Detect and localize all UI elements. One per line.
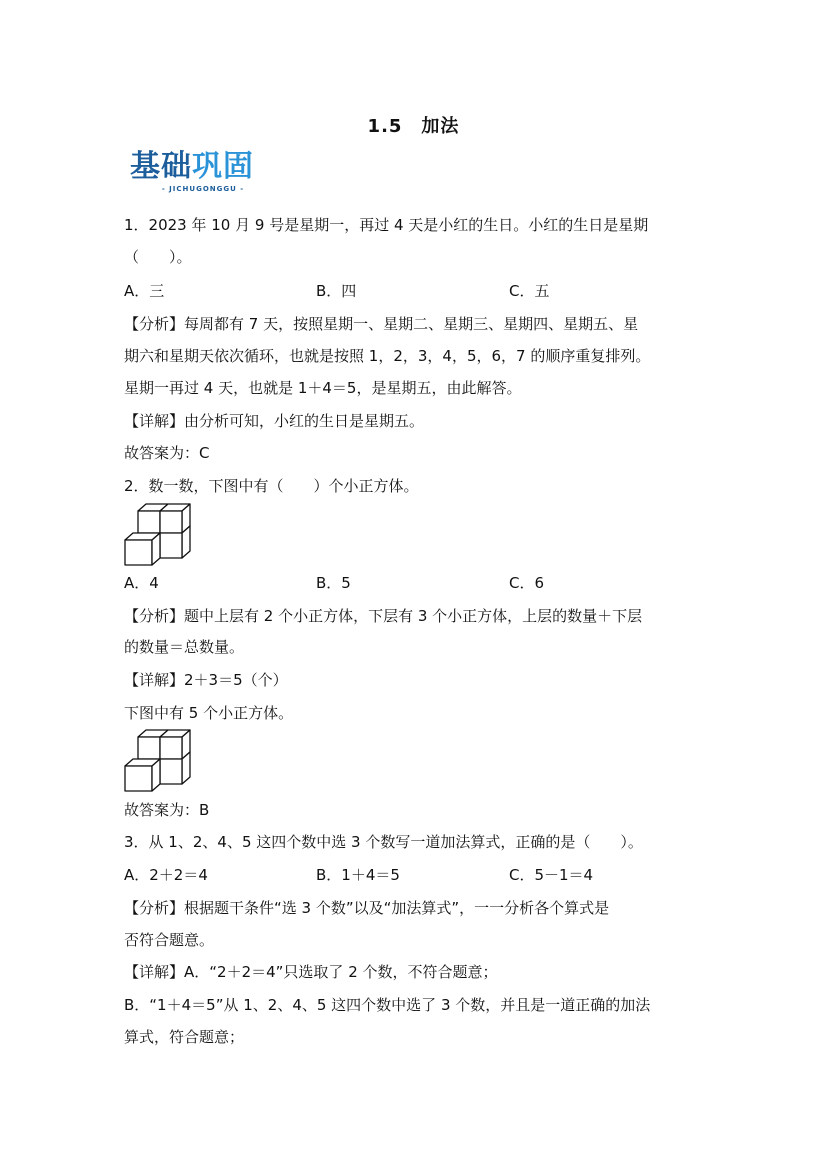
q1-analysis-line3: 星期一再过 4 天，也就是 1＋4＝5，是星期五，由此解答。 [124,379,522,397]
q1-detail: 【详解】由分析可知，小红的生日是星期五。 [124,412,425,430]
q2-option-a: A．4 [124,574,159,592]
q1-option-c: C．五 [509,282,550,300]
q1-option-b: B．四 [316,282,357,300]
q1-analysis-line1: 【分析】每周都有 7 天，按照星期一、星期二、星期三、星期四、星期五、星 [124,315,639,333]
q2-answer: 故答案为：B [124,801,210,819]
logo-subtitle: - JICHUGONGGU - [161,185,245,193]
q3-detail-line3: 算式，符合题意； [124,1028,245,1046]
q3-option-a: A．2＋2＝4 [124,866,208,884]
q3-detail-line1: 【详解】A．“2＋2＝4”只选取了 2 个数，不符合题意； [124,963,498,981]
q1-analysis-line2: 期六和星期天依次循环，也就是按照 1，2，3，4，5，6，7 的顺序重复排列。 [124,347,651,365]
cube-figure [122,503,194,567]
q2-detail-line2: 下图中有 5 个小正方体。 [124,704,294,722]
q1-answer: 故答案为：C [124,444,210,462]
q3-stem: 3．从 1、2、4、5 这四个数中选 3 个数写一道加法算式，正确的是（ ）。 [124,833,643,851]
q3-detail-line2: B．“1＋4＝5”从 1、2、4、5 这四个数中选了 3 个数，并且是一道正确的加法 [124,996,651,1014]
q2-option-b: B．5 [316,574,351,592]
q3-option-b: B．1＋4＝5 [316,866,400,884]
page-title: 1.5 加法 [367,116,460,137]
section-logo [130,150,276,194]
q1-stem-line1: 1．2023 年 10 月 9 号是星期一，再过 4 天是小红的生日。小红的生日是星期 [124,216,649,234]
q2-option-c: C．6 [509,574,545,592]
q2-stem: 2．数一数，下图中有（ ）个小正方体。 [124,477,419,495]
q3-analysis-line2: 否符合题意。 [124,931,215,949]
q2-detail-line1: 【详解】2＋3＝5（个） [124,671,288,689]
q2-analysis-line1: 【分析】题中上层有 2 个小正方体，下层有 3 个小正方体，上层的数量＋下层 [124,607,643,625]
q1-stem-line2: （ ）。 [124,248,192,266]
q3-analysis-line1: 【分析】根据题干条件“选 3 个数”以及“加法算式”，一一分析各个算式是 [124,899,610,917]
q3-option-c: C．5－1＝4 [509,866,594,884]
logo-text: 基础巩固 [130,149,254,184]
cube-figure-answer [122,729,194,793]
q2-analysis-line2: 的数量＝总数量。 [124,638,245,656]
q1-option-a: A．三 [124,282,165,300]
